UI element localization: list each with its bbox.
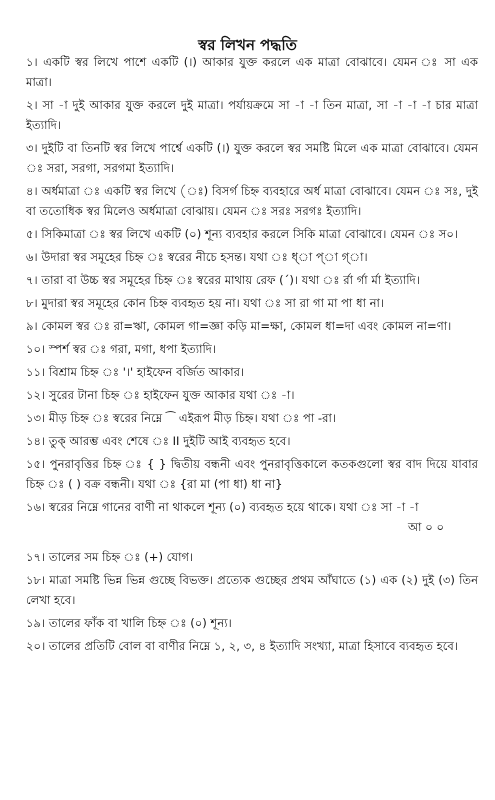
- item-number: ১৭।: [26, 550, 46, 564]
- item-number: ৬।: [26, 250, 38, 264]
- list-item: [26, 362, 478, 382]
- item-example-lyrics: আ ০ ০: [408, 520, 444, 534]
- rules-list: [26, 52, 478, 659]
- item-number: ৭।: [26, 273, 38, 287]
- item-number: ৫।: [26, 227, 38, 241]
- item-text: কোমল স্বর ঃ রা=ঋা, কোমল গা=জ্ঞা কড়ি মা=ক্ষা, কোমল ধা=দা এবং কোমল না=ণা।: [41, 319, 452, 333]
- item-number: ২০।: [26, 639, 46, 653]
- list-item: [26, 497, 478, 537]
- item-number: ১।: [26, 55, 38, 69]
- item-text: উদারা স্বর সমূহের চিহ্ন ঃ স্বরের নীচে হসন্ত। যথা ঃ ধ্া প্া গ্া।: [41, 250, 368, 264]
- item-number: ১৬।: [26, 500, 46, 514]
- item-text: একটি স্বর লিখে পাশে একটি (।) আকার যুক্ত করলে এক মাত্রা বোঝাবে। যেমন ঃ সা এক মাত্রা।: [26, 55, 478, 89]
- list-item: [26, 431, 478, 451]
- item-text: অর্ধমাত্রা ঃ একটি স্বর লিখে (ঃ) বিসর্গ চিহ্ন ব্যবহারে অর্ধ মাত্রা বোঝাবে। যেমন ঃ সঃ, দুই বা ততোধিক স্বর মিলেও অর্ধমাত্রা বোঝায়। যেমন ঃ সরঃ সরগঃ ইত্যাদি।: [26, 184, 479, 218]
- list-item: [26, 181, 478, 221]
- item-text: স্বরের নিম্নে গানের বাণী না থাকলে শূন্য (০) ব্যবহৃত হয়ে থাকে। যথা ঃ সা -া -া: [48, 500, 419, 514]
- item-number: ১১।: [26, 365, 46, 379]
- item-text: মীড় চিহ্ন ঃ স্বরের নিম্নে ⁀ এইরূপ মীড় চিহ্ন। যথা ঃ পা -রা।: [48, 411, 336, 425]
- item-text: সুরের টানা চিহ্ন ঃ হাইফেন যুক্ত আকার যথা ঃ -া।: [48, 388, 295, 402]
- list-item: [26, 293, 478, 313]
- list-item: [26, 247, 478, 267]
- item-text: সিকিমাত্রা ঃ স্বর লিখে একটি (০) শূন্য ব্যবহার করলে সিকি মাত্রা বোঝাবে। যেমন ঃ স০।: [41, 227, 459, 241]
- list-item: [26, 339, 478, 359]
- list-item: [26, 613, 478, 633]
- list-item: [26, 408, 478, 428]
- item-number: ৪।: [26, 184, 38, 198]
- item-text: তুক্ আরম্ভ এবং শেষে ঃ II দুইটি আই ব্যবহৃত হবে।: [48, 434, 291, 448]
- item-number: ১০।: [26, 342, 46, 356]
- item-text: স্পর্শ স্বর ঃ গরা, মগা, ধপা ইত্যাদি।: [48, 342, 217, 356]
- item-number: ৩।: [26, 141, 38, 155]
- item-text: তারা বা উচ্চ স্বর সমূহের চিহ্ন ঃ স্বরের মাথায় রেফ (´)। যথা ঃ র্রা র্গা র্মা ইত্যাদি।: [41, 273, 420, 287]
- list-item: [26, 454, 478, 494]
- list-item: [26, 52, 478, 92]
- item-text: সা -া দুই আকার যুক্ত করলে দুই মাত্রা। পর্যায়ক্রমে সা -া -া তিন মাত্রা, সা -া -া -া চার মাত্রা ইত্যাদি।: [26, 98, 478, 132]
- list-item: [26, 547, 478, 567]
- page-title: স্বর লিখন পদ্ধতি: [198, 36, 297, 54]
- list-item: [26, 138, 478, 178]
- item-number: ১৩।: [26, 411, 46, 425]
- list-item: [26, 95, 478, 135]
- item-number: ১৯।: [26, 616, 46, 630]
- item-text: মাত্রা সমষ্টি ভিন্ন ভিন্ন গুচ্ছে বিভক্ত। প্রত্যেক গুচ্ছের প্রথম আঁঘাতে (১) এক (২) দুই (৩) তিন লেখা হবে।: [26, 573, 479, 607]
- item-number: ১৪।: [26, 434, 46, 448]
- item-text: দুইটি বা তিনটি স্বর লিখে পার্শ্বে একটি (।) যুক্ত করলে স্বর সমষ্টি মিলে এক মাত্রা বোঝাবে। যেমন ঃ সরা, সরগা, সরগমা ইত্যাদি।: [26, 141, 479, 175]
- list-item: [26, 316, 478, 336]
- item-number: ১২।: [26, 388, 46, 402]
- item-number: ১৫।: [26, 457, 46, 471]
- item-text: তালের ফাঁক বা খালি চিহ্ন ঃ (০) শূন্য।: [48, 616, 232, 630]
- item-number: ৮।: [26, 296, 38, 310]
- item-number: ১৮।: [26, 573, 46, 587]
- item-text: তালের সম চিহ্ন ঃ (+) যোগ।: [48, 550, 194, 564]
- list-item: [26, 636, 478, 656]
- item-text: মুদারা স্বর সমূহের কোন চিহ্ন ব্যবহৃত হয় না। যথা ঃ সা রা গা মা পা ধা না।: [41, 296, 385, 310]
- item-text: বিশ্রাম চিহ্ন ঃ '।' হাইফেন বর্জিত আকার।: [48, 365, 245, 379]
- list-item: [26, 224, 478, 244]
- list-item: [26, 270, 478, 290]
- item-text: পুনরাবৃত্তির চিহ্ন ঃ { } দ্বিতীয় বন্ধনী এবং পুনরাবৃত্তিকালে কতকগুলো স্বর বাদ দিয়ে যাবার চিহ্ন ঃ ( ) বক্র বন্ধনী। যথা ঃ {রা মা (পা ধা) ধা না}: [26, 457, 478, 491]
- list-item: [26, 385, 478, 405]
- list-item: [26, 570, 478, 610]
- item-number: ২।: [26, 98, 38, 112]
- item-text: তালের প্রতিটি বোল বা বাণীর নিম্নে ১, ২, ৩, ৪ ইত্যাদি সংখ্যা, মাত্রা হিসাবে ব্যবহৃত হবে।: [48, 639, 458, 653]
- item-number: ৯।: [26, 319, 38, 333]
